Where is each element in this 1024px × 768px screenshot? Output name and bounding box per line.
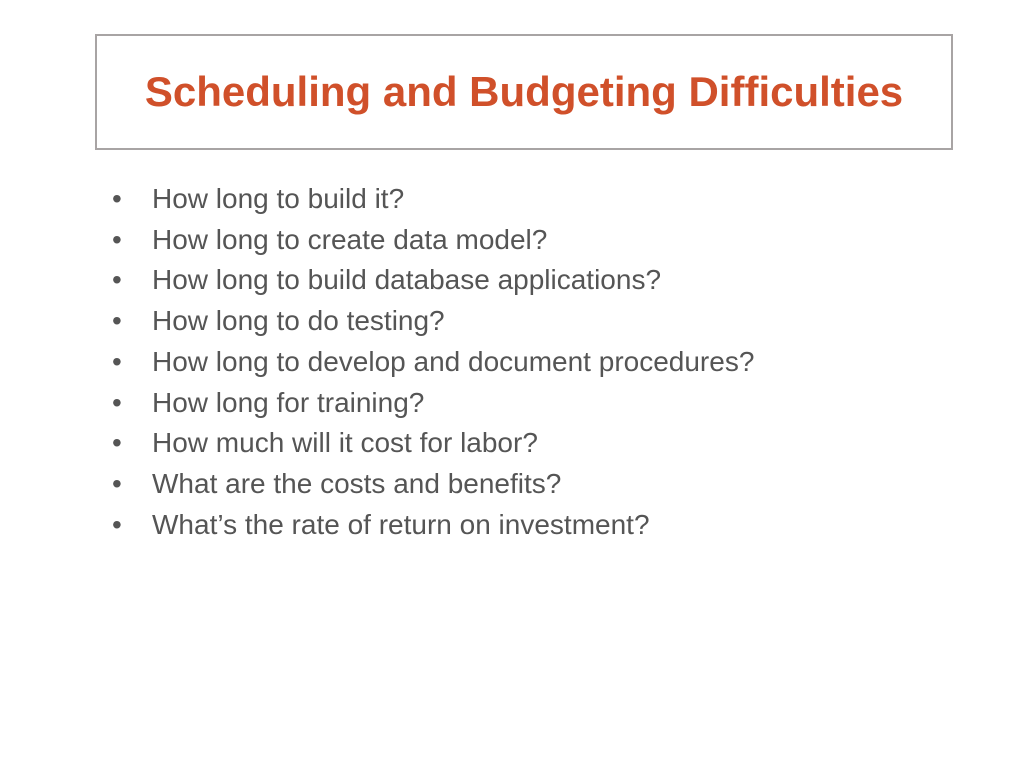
slide-title: Scheduling and Budgeting Difficulties: [144, 68, 904, 115]
bullet-text: How long for training?: [152, 386, 425, 418]
bullet-dot-icon: •: [112, 427, 122, 459]
bullet-dot-icon: •: [112, 223, 122, 255]
bullet-item: [112, 505, 754, 546]
bullet-text: How long to develop and document procedures?: [152, 345, 755, 377]
bullet-item: [112, 179, 754, 220]
bullet-dot-icon: •: [112, 305, 122, 337]
bullet-dot-icon: •: [112, 345, 122, 377]
bullet-item: [112, 464, 754, 505]
bullet-text: How long to do testing?: [152, 305, 445, 337]
bullet-item: [112, 423, 754, 464]
bullet-text: How much will it cost for labor?: [152, 427, 538, 459]
bullet-dot-icon: •: [112, 264, 122, 296]
bullet-text: What are the costs and benefits?: [152, 467, 562, 499]
bullet-dot-icon: •: [112, 386, 122, 418]
bullet-list: [112, 179, 754, 545]
bullet-dot-icon: •: [112, 508, 122, 540]
bullet-item: [112, 301, 754, 342]
bullet-text: How long to build it?: [152, 183, 405, 214]
bullet-item: [112, 260, 754, 301]
bullet-dot-icon: •: [112, 467, 122, 499]
bullet-dot-icon: •: [112, 183, 122, 214]
bullet-text: How long to build database applications?: [152, 264, 662, 296]
bullet-item: [112, 383, 754, 424]
bullet-text: What’s the rate of return on investment?: [152, 508, 650, 540]
bullet-item: [112, 342, 754, 383]
bullet-item: [112, 220, 754, 261]
title-box: [95, 34, 953, 150]
bullet-text: How long to create data model?: [152, 223, 548, 255]
